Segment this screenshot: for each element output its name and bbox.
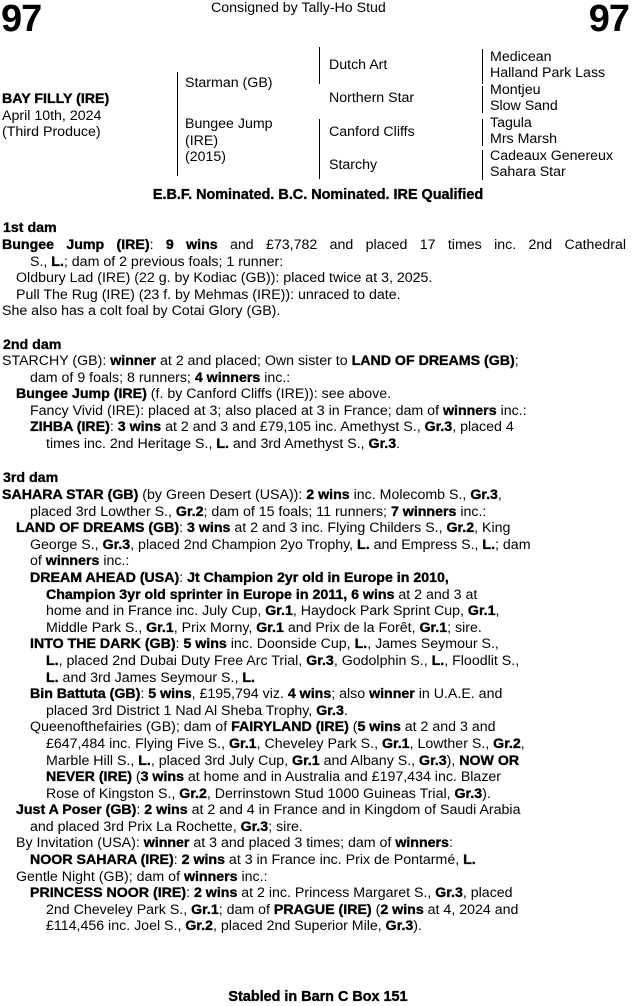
grandsire-maternal: Canford Cliffs [329,124,415,140]
pedigree-bracket-2a [319,47,320,84]
pedigree-bracket-3a [482,49,483,84]
pedigree-bracket-3b [482,86,483,113]
ggp-1: Medicean [490,49,552,65]
lot-number-right: 97 [588,0,629,40]
sire-name: Starman (GB) [185,75,273,91]
bin-battuta: Bin Battuta (GB): 5 wins, £195,794 viz. 4 wins; also winner in U.A.E. and [30,686,503,703]
second-dam-entry: STARCHY (GB): winner at 2 and placed; Own sister to LAND OF DREAMS (GB); dam of 9 foals; 8 runners; 4 winners inc.: Bungee Jump (IRE) (f. by Canford Cliffs (IRE)): see above. Fancy Vivid (IRE): placed at 3; also placed at 3 in France; dam of winners inc.: ZIHBA (IRE): 3 wins at 2 and 3 and £79,105 inc. Amethyst S., Gr.3, placed 4 times inc. 2nd Heritage S., L. and 3rd Amethyst S., Gr.3. [2,353,527,452]
ggp-5: Tagula [490,115,532,131]
pedigree-bracket-3c [482,119,483,146]
runner-oldbury-lad: Oldbury Lad (IRE) (22 g. by Kodiac (GB)): placed twice at 3, 2025. [16,270,433,287]
horse-name: BAY FILLY (IRE) [2,91,110,107]
colt-foal-note: She also has a colt foal by Cotai Glory (GB). [2,303,281,320]
noor-sahara: NOOR SAHARA (IRE): 2 wins at 3 in France inc. Prix de Pontarmé, L. [30,852,476,869]
dam-country: (IRE) [185,133,219,149]
just-a-poser: Just A Poser (GB): 2 wins at 2 and 4 in France and in Kingdom of Saudi Arabia [16,802,521,819]
ggp-2: Halland Park Lass [490,65,606,81]
first-dam-heading: 1st dam [3,220,57,236]
pedigree-bracket-2b [319,119,320,179]
ggp-3: Montjeu [490,82,541,98]
ggp-7: Cadeaux Genereux [490,148,614,164]
into-the-dark: INTO THE DARK (GB): 5 wins inc. Doonside Cup, L., James Seymour S., [30,636,499,653]
stabling-note: Stabled in Barn C Box 151 [228,989,408,1005]
by-invitation: By Invitation (USA): winner at 3 and placed 3 times; dam of winners: [16,835,453,852]
gentle-night: Gentle Night (GB); dam of winners inc.: [16,868,268,885]
third-dam-entry: SAHARA STAR (GB) (by Green Desert (USA)): 2 wins inc. Molecomb S., Gr.3, placed 3rd Lowther S., Gr.2; dam of 15 foals; 11 runners; 7 winners inc.: LAND OF DREAMS (GB): 3 wins at 2 and 3 inc. Flying Childers S., Gr.2, King George S., Gr.3, placed 2nd Champion 2yo Trophy, L. and Empress S., L.; dam of winners inc.: DREAM AHEAD (USA): Jt Champion 2yr old in Europe in 2010, Champion 3yr old sprinter in Europe in 2011, 6 wins at 2 and 3 at home and in France inc. July Cup, Gr.1, Haydock Park Sprint Cup, Gr.1, Middle Park S., Gr.1, Prix Morny, Gr.1 and Prix de la Forêt, Gr.1; sire. INTO THE DARK (GB): 5 wins inc. Doonside Cup, L., James Seymour S., L., placed 2nd Dubai Duty Free Arc Trial, Gr.3, Godolphin S., L., Floodlit S., L. and 3rd James Seymour S., L. Bin Battuta (GB): 5 wins, £195,794 viz. 4 wins; also winner in U.A.E. and placed 3rd District 1 Nad Al Sheba Trophy, Gr.3. Queenofthefairies (GB); dam of FAIRYLAND (IRE) (5 wins at 2 and 3 and £647,484 inc. Flying Five S., Gr.1, Cheveley Park S., Gr.1, Lowther S., Gr.2, Marble Hill S., L., placed 3rd July Cup, Gr.1 and Albany S., Gr.3), NOW OR NEVER (IRE) (3 wins at home and in Australia and £197,434 inc. Blazer Rose of Kingston S., Gr.2, Derrinstown Stud 1000 Guineas Trial, Gr.3). Just A Poser (GB): 2 wins at 2 and 4 in France and in Kingdom of Saudi Arabia and placed 3rd Prix La Rochette, Gr.3; sire. By Invitation (USA): winner at 3 and placed 3 times; dam of winners: NOOR SAHARA (IRE): 2 wins at 3 in France inc. Prix de Pontarmé, L. Gentle Night (GB); dam of winners inc.: PRINCESS NOOR (IRE): 2 wins at 2 inc. Princess Margaret S., Gr.3, placed 2nd Cheveley Park S., Gr.1; dam of PRAGUE (IRE) (2 wins at 4, 2024 and £114,456 inc. Joel S., Gr.2, placed 2nd Superior Mile, Gr.3). [2,487,626,935]
land-of-dreams: LAND OF DREAMS (GB): 3 wins at 2 and 3 inc. Flying Childers S., Gr.2, King [16,520,511,537]
pedigree-bracket-3d [482,150,483,180]
foaling-date: April 10th, 2024 [2,108,102,124]
pedigree-bracket-1 [177,72,178,176]
produce-note: (Third Produce) [2,124,101,140]
first-dam-entry: Bungee Jump (IRE): 9 wins and £73,782 and placed 17 times inc. 2nd Cathedral S., L.; dam of 2 previous foals; 1 runner: Oldbury Lad (IRE) (22 g. by Kodiac (GB)): placed twice at 3, 2025. Pull The Rug (IRE) (23 f. by Mehmas (IRE)): unraced to date. She also has a colt foal by Cotai Glory (GB). [2,237,626,320]
grandsire-paternal: Dutch Art [329,57,388,73]
granddam-paternal: Northern Star [329,90,415,106]
consignor: Consigned by Tally-Ho Stud [211,0,386,16]
dam-name: Bungee Jump [185,116,273,132]
nominations: E.B.F. Nominated. B.C. Nominated. IRE Qualified [152,187,484,203]
ggp-6: Mrs Marsh [490,131,557,147]
runner-pull-the-rug: Pull The Rug (IRE) (23 f. by Mehmas (IRE)): unraced to date. [16,286,401,303]
queenofthefairies: Queenofthefairies (GB); dam of FAIRYLAND (IRE) (5 wins at 2 and 3 and [30,719,496,736]
dream-ahead: DREAM AHEAD (USA): Jt Champion 2yr old in Europe in 2010, [30,569,449,586]
granddam-maternal: Starchy [329,157,378,173]
ggp-4: Slow Sand [490,98,558,114]
ggp-8: Sahara Star [490,164,566,180]
second-dam-heading: 2nd dam [3,337,62,353]
third-dam-heading: 3rd dam [3,470,59,486]
lot-number-left: 97 [1,0,42,40]
princess-noor: PRINCESS NOOR (IRE): 2 wins at 2 inc. Princess Margaret S., Gr.3, placed [30,885,513,902]
dam-year: (2015) [185,149,227,165]
